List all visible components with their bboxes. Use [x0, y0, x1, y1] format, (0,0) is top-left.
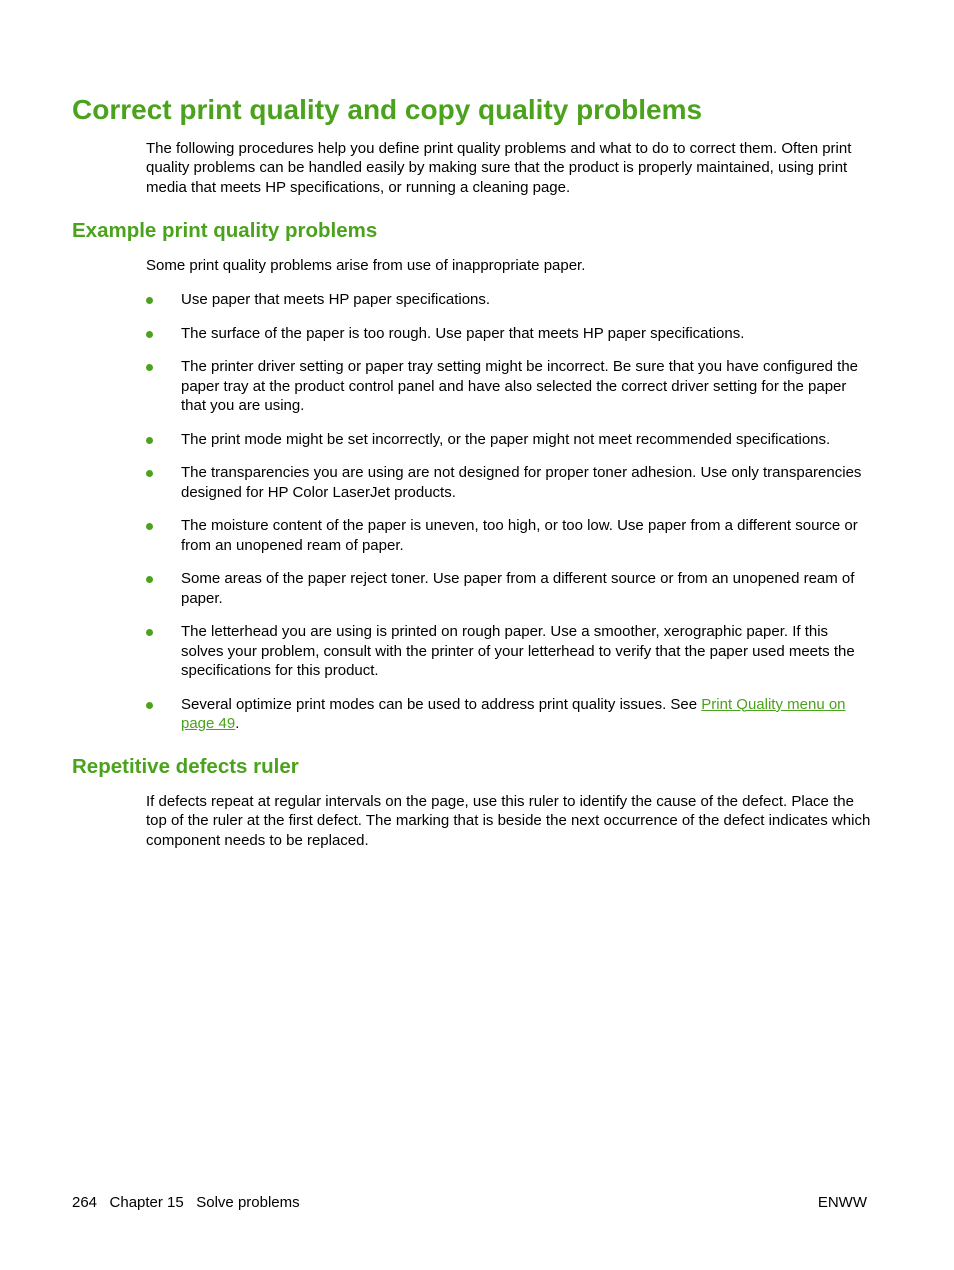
- list-item: The letterhead you are using is printed on rough paper. Use a smoother, xerographic paper. If this solves your problem, consult with the printer of your letterhead to verify that the paper used meets the specifications for this product.: [146, 622, 872, 680]
- section-heading-example-problems: Example print quality problems: [72, 219, 378, 242]
- intro-paragraph: The following procedures help you define print quality problems and what to do to correct them. Often print quality problems can be handled easily by making sure that the product is properly maintained, using print media that meets HP specifications, or running a cleaning page.: [146, 140, 852, 196]
- list-item: The transparencies you are using are not designed for proper toner adhesion. Use only transparencies designed for HP Color LaserJet products.: [146, 463, 872, 502]
- list-item: The moisture content of the paper is uneven, too high, or too low. Use paper from a different source or from an unopened ream of paper.: [146, 516, 872, 555]
- bullet-icon: [146, 523, 153, 530]
- footer-page-chapter: 264 Chapter 15 Solve problems: [72, 1194, 300, 1211]
- bullet-icon: [146, 437, 153, 444]
- list-item: The printer driver setting or paper tray setting might be incorrect. Be sure that you have configured the paper tray at the product control panel and have also selected the correct driver setting for the paper that you are using.: [146, 357, 872, 415]
- list-item: The surface of the paper is too rough. Use paper that meets HP paper specifications.: [146, 324, 872, 343]
- bullet-icon: [146, 470, 153, 477]
- bullet-icon: [146, 576, 153, 583]
- problem-bullet-list: [146, 290, 872, 748]
- footer-enww: ENWW: [817, 1194, 867, 1211]
- list-item: The print mode might be set incorrectly, or the paper might not meet recommended specifications.: [146, 430, 872, 449]
- bullet-icon: [146, 364, 153, 371]
- section-heading-repetitive-defects: Repetitive defects ruler: [72, 755, 299, 778]
- bullet-icon: [146, 297, 153, 304]
- bullet-icon: [146, 702, 153, 709]
- bullet-icon: [146, 629, 153, 636]
- print-quality-menu-link[interactable]: Print Quality menu on page 49: [181, 695, 846, 732]
- ruler-description-paragraph: If defects repeat at regular intervals on the page, use this ruler to identify the cause of the defect. Place the top of the ruler at the first defect. The marking that is beside the next occurrence of the defect indicates which component needs to be replaced.: [146, 793, 871, 849]
- list-item: Some areas of the paper reject toner. Use paper from a different source or from an unopened ream of paper.: [146, 569, 872, 608]
- list-item: Several optimize print modes can be used to address print quality issues. See Print Quality menu on page 49.: [146, 695, 872, 734]
- section-lead-paragraph: Some print quality problems arise from use of inappropriate paper.: [146, 257, 586, 274]
- list-item: Use paper that meets HP paper specifications.: [146, 290, 872, 309]
- bullet-icon: [146, 331, 153, 338]
- page-title: Correct print quality and copy quality problems: [72, 94, 703, 125]
